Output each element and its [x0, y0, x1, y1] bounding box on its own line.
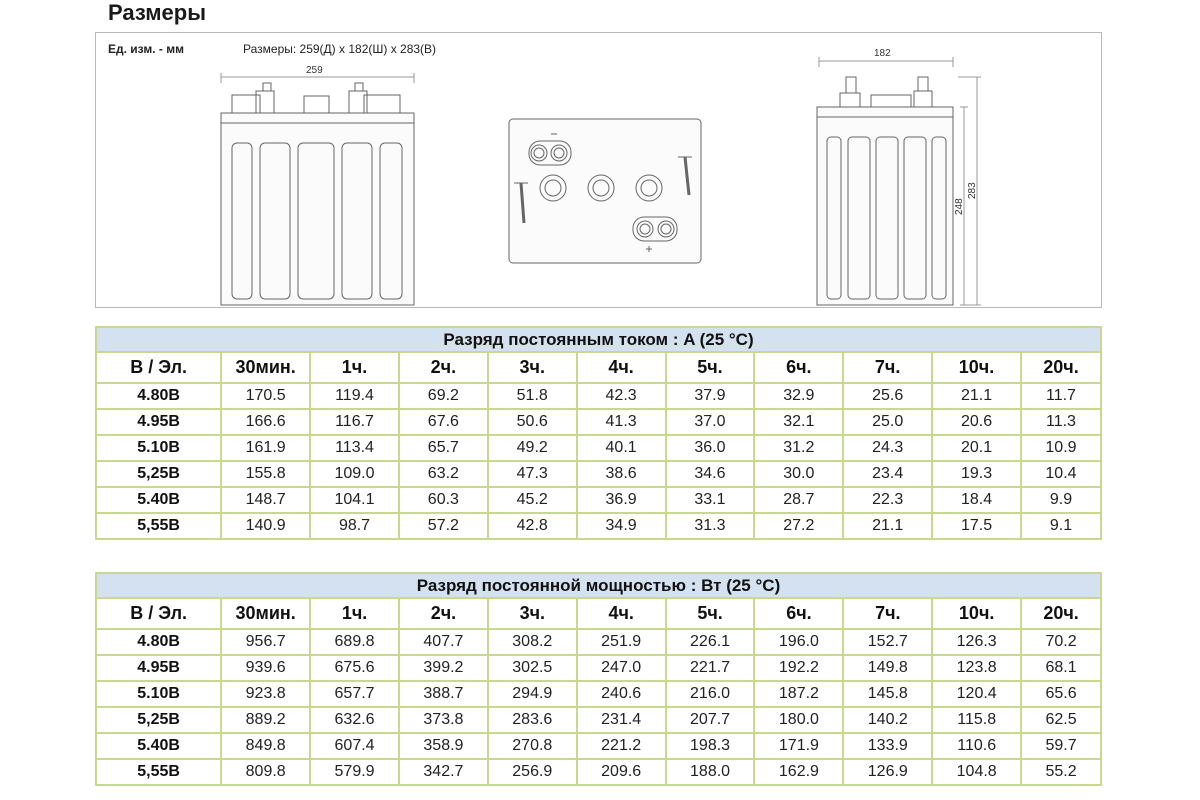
current-value-cell: 25.0: [843, 409, 932, 435]
current-column-header: 20ч.: [1021, 352, 1101, 383]
power-value-cell: 247.0: [577, 655, 666, 681]
current-value-cell: 113.4: [310, 435, 399, 461]
current-value-cell: 18.4: [932, 487, 1021, 513]
current-value-cell: 155.8: [221, 461, 310, 487]
power-row-voltage-label: 4.95В: [96, 655, 221, 681]
power-value-cell: 399.2: [399, 655, 488, 681]
power-caption: Разряд постоянной мощностью : Вт (25 °C): [96, 573, 1101, 598]
top-view-drawing: [509, 119, 701, 263]
current-value-cell: 45.2: [488, 487, 577, 513]
current-value-cell: 140.9: [221, 513, 310, 539]
power-value-cell: 180.0: [754, 707, 843, 733]
current-table-row: [96, 487, 1101, 513]
size-label: Размеры: 259(Д) x 182(Ш) x 283(В): [243, 42, 437, 56]
current-value-cell: 25.6: [843, 383, 932, 409]
power-value-cell: 187.2: [754, 681, 843, 707]
power-value-cell: 192.2: [754, 655, 843, 681]
current-value-cell: 11.3: [1021, 409, 1101, 435]
power-value-cell: 209.6: [577, 759, 666, 785]
current-value-cell: 41.3: [577, 409, 666, 435]
current-row-voltage-label: 5,55В: [96, 513, 221, 539]
power-table-row: [96, 629, 1101, 655]
current-value-cell: 9.9: [1021, 487, 1101, 513]
power-value-cell: 939.6: [221, 655, 310, 681]
current-value-cell: 116.7: [310, 409, 399, 435]
current-value-cell: 98.7: [310, 513, 399, 539]
power-column-header: 3ч.: [488, 598, 577, 629]
power-value-cell: 152.7: [843, 629, 932, 655]
power-value-cell: 145.8: [843, 681, 932, 707]
current-value-cell: 67.6: [399, 409, 488, 435]
power-value-cell: 62.5: [1021, 707, 1101, 733]
power-column-header: 7ч.: [843, 598, 932, 629]
current-value-cell: 32.1: [754, 409, 843, 435]
battery-drawings: [96, 33, 1101, 307]
power-row-voltage-label: 5,25В: [96, 707, 221, 733]
dimensions-panel: [95, 32, 1102, 308]
current-value-cell: 161.9: [221, 435, 310, 461]
power-value-cell: 149.8: [843, 655, 932, 681]
current-value-cell: 37.0: [666, 409, 755, 435]
current-value-cell: 21.1: [932, 383, 1021, 409]
power-value-cell: 216.0: [666, 681, 755, 707]
current-value-cell: 166.6: [221, 409, 310, 435]
power-value-cell: 689.8: [310, 629, 399, 655]
total-height-dimension-mark: 283: [967, 182, 978, 199]
power-row-voltage-label: 5.40В: [96, 733, 221, 759]
current-value-cell: 104.1: [310, 487, 399, 513]
current-value-cell: 37.9: [666, 383, 755, 409]
power-value-cell: 308.2: [488, 629, 577, 655]
power-value-cell: 65.6: [1021, 681, 1101, 707]
current-row-voltage-label: 4.80В: [96, 383, 221, 409]
power-value-cell: 59.7: [1021, 733, 1101, 759]
current-table-row: [96, 513, 1101, 539]
power-value-cell: 632.6: [310, 707, 399, 733]
power-value-cell: 231.4: [577, 707, 666, 733]
power-value-cell: 283.6: [488, 707, 577, 733]
current-value-cell: 65.7: [399, 435, 488, 461]
power-value-cell: 923.8: [221, 681, 310, 707]
current-column-header: 1ч.: [310, 352, 399, 383]
power-value-cell: 342.7: [399, 759, 488, 785]
length-dimension-mark: 259: [306, 65, 323, 76]
current-value-cell: 49.2: [488, 435, 577, 461]
power-row-voltage-label: 5.10В: [96, 681, 221, 707]
current-table-row: [96, 461, 1101, 487]
current-value-cell: 109.0: [310, 461, 399, 487]
power-row-voltage-label: 5,55В: [96, 759, 221, 785]
current-value-cell: 42.8: [488, 513, 577, 539]
current-table-row: [96, 435, 1101, 461]
current-value-cell: 36.9: [577, 487, 666, 513]
current-table-row: [96, 383, 1101, 409]
power-header-row: [96, 598, 1101, 629]
width-dimension-mark: 182: [874, 48, 891, 59]
current-value-cell: 10.4: [1021, 461, 1101, 487]
side-view-drawing: [817, 57, 981, 305]
power-column-header: 10ч.: [932, 598, 1021, 629]
power-value-cell: 188.0: [666, 759, 755, 785]
power-value-cell: 196.0: [754, 629, 843, 655]
current-value-cell: 69.2: [399, 383, 488, 409]
power-value-cell: 251.9: [577, 629, 666, 655]
current-column-header: 3ч.: [488, 352, 577, 383]
power-value-cell: 889.2: [221, 707, 310, 733]
current-header-row: [96, 352, 1101, 383]
current-value-cell: 40.1: [577, 435, 666, 461]
power-value-cell: 302.5: [488, 655, 577, 681]
current-column-header: 6ч.: [754, 352, 843, 383]
current-value-cell: 34.6: [666, 461, 755, 487]
power-caption-row: [96, 573, 1101, 598]
power-value-cell: 809.8: [221, 759, 310, 785]
power-column-header: 2ч.: [399, 598, 488, 629]
power-value-cell: 256.9: [488, 759, 577, 785]
current-value-cell: 10.9: [1021, 435, 1101, 461]
power-column-header: 6ч.: [754, 598, 843, 629]
power-value-cell: 123.8: [932, 655, 1021, 681]
current-value-cell: 119.4: [310, 383, 399, 409]
current-row-voltage-label: 5,25В: [96, 461, 221, 487]
current-value-cell: 32.9: [754, 383, 843, 409]
power-column-header: 1ч.: [310, 598, 399, 629]
current-column-header: 10ч.: [932, 352, 1021, 383]
constant-current-table: [95, 326, 1102, 540]
power-table-row: [96, 681, 1101, 707]
current-value-cell: 27.2: [754, 513, 843, 539]
power-value-cell: 221.7: [666, 655, 755, 681]
current-column-header: 2ч.: [399, 352, 488, 383]
current-value-cell: 42.3: [577, 383, 666, 409]
power-table-row: [96, 707, 1101, 733]
current-value-cell: 9.1: [1021, 513, 1101, 539]
current-value-cell: 50.6: [488, 409, 577, 435]
power-value-cell: 849.8: [221, 733, 310, 759]
current-row-voltage-label: 5.10В: [96, 435, 221, 461]
power-row-voltage-label: 4.80В: [96, 629, 221, 655]
unit-label: Ед. изм. - мм: [108, 42, 184, 56]
current-value-cell: 47.3: [488, 461, 577, 487]
current-value-cell: 148.7: [221, 487, 310, 513]
power-value-cell: 675.6: [310, 655, 399, 681]
current-value-cell: 22.3: [843, 487, 932, 513]
current-caption: Разряд постоянным током : A (25 °C): [96, 327, 1101, 352]
power-value-cell: 240.6: [577, 681, 666, 707]
power-table-row: [96, 655, 1101, 681]
power-value-cell: 133.9: [843, 733, 932, 759]
power-value-cell: 140.2: [843, 707, 932, 733]
current-value-cell: 57.2: [399, 513, 488, 539]
power-value-cell: 607.4: [310, 733, 399, 759]
power-value-cell: 294.9: [488, 681, 577, 707]
current-caption-row: [96, 327, 1101, 352]
current-value-cell: 170.5: [221, 383, 310, 409]
power-value-cell: 657.7: [310, 681, 399, 707]
front-view-drawing: [221, 73, 414, 305]
power-column-header: В / Эл.: [96, 598, 221, 629]
current-value-cell: 36.0: [666, 435, 755, 461]
current-row-voltage-label: 5.40В: [96, 487, 221, 513]
power-value-cell: 104.8: [932, 759, 1021, 785]
body-height-dimension-mark: 248: [954, 198, 965, 215]
current-value-cell: 30.0: [754, 461, 843, 487]
power-value-cell: 126.3: [932, 629, 1021, 655]
current-value-cell: 60.3: [399, 487, 488, 513]
power-value-cell: 407.7: [399, 629, 488, 655]
power-value-cell: 115.8: [932, 707, 1021, 733]
power-value-cell: 70.2: [1021, 629, 1101, 655]
current-column-header: 4ч.: [577, 352, 666, 383]
current-value-cell: 24.3: [843, 435, 932, 461]
power-value-cell: 68.1: [1021, 655, 1101, 681]
current-value-cell: 51.8: [488, 383, 577, 409]
power-value-cell: 207.7: [666, 707, 755, 733]
power-column-header: 4ч.: [577, 598, 666, 629]
power-value-cell: 55.2: [1021, 759, 1101, 785]
current-value-cell: 38.6: [577, 461, 666, 487]
power-value-cell: 270.8: [488, 733, 577, 759]
current-value-cell: 19.3: [932, 461, 1021, 487]
power-column-header: 30мин.: [221, 598, 310, 629]
current-row-voltage-label: 4.95В: [96, 409, 221, 435]
current-value-cell: 63.2: [399, 461, 488, 487]
current-value-cell: 20.6: [932, 409, 1021, 435]
current-value-cell: 31.3: [666, 513, 755, 539]
power-value-cell: 388.7: [399, 681, 488, 707]
power-value-cell: 120.4: [932, 681, 1021, 707]
current-column-header: 30мин.: [221, 352, 310, 383]
current-value-cell: 28.7: [754, 487, 843, 513]
power-value-cell: 226.1: [666, 629, 755, 655]
current-value-cell: 17.5: [932, 513, 1021, 539]
power-value-cell: 162.9: [754, 759, 843, 785]
current-value-cell: 33.1: [666, 487, 755, 513]
power-table-row: [96, 733, 1101, 759]
power-column-header: 5ч.: [666, 598, 755, 629]
power-value-cell: 126.9: [843, 759, 932, 785]
section-title: Размеры: [108, 0, 207, 25]
current-column-header: В / Эл.: [96, 352, 221, 383]
power-value-cell: 373.8: [399, 707, 488, 733]
power-table-row: [96, 759, 1101, 785]
power-value-cell: 956.7: [221, 629, 310, 655]
current-column-header: 7ч.: [843, 352, 932, 383]
current-value-cell: 23.4: [843, 461, 932, 487]
power-value-cell: 110.6: [932, 733, 1021, 759]
current-value-cell: 11.7: [1021, 383, 1101, 409]
constant-power-table: [95, 572, 1102, 786]
power-value-cell: 579.9: [310, 759, 399, 785]
current-value-cell: 21.1: [843, 513, 932, 539]
current-column-header: 5ч.: [666, 352, 755, 383]
current-table-row: [96, 409, 1101, 435]
power-value-cell: 221.2: [577, 733, 666, 759]
current-value-cell: 31.2: [754, 435, 843, 461]
current-value-cell: 34.9: [577, 513, 666, 539]
power-column-header: 20ч.: [1021, 598, 1101, 629]
power-value-cell: 198.3: [666, 733, 755, 759]
current-value-cell: 20.1: [932, 435, 1021, 461]
power-value-cell: 358.9: [399, 733, 488, 759]
power-value-cell: 171.9: [754, 733, 843, 759]
